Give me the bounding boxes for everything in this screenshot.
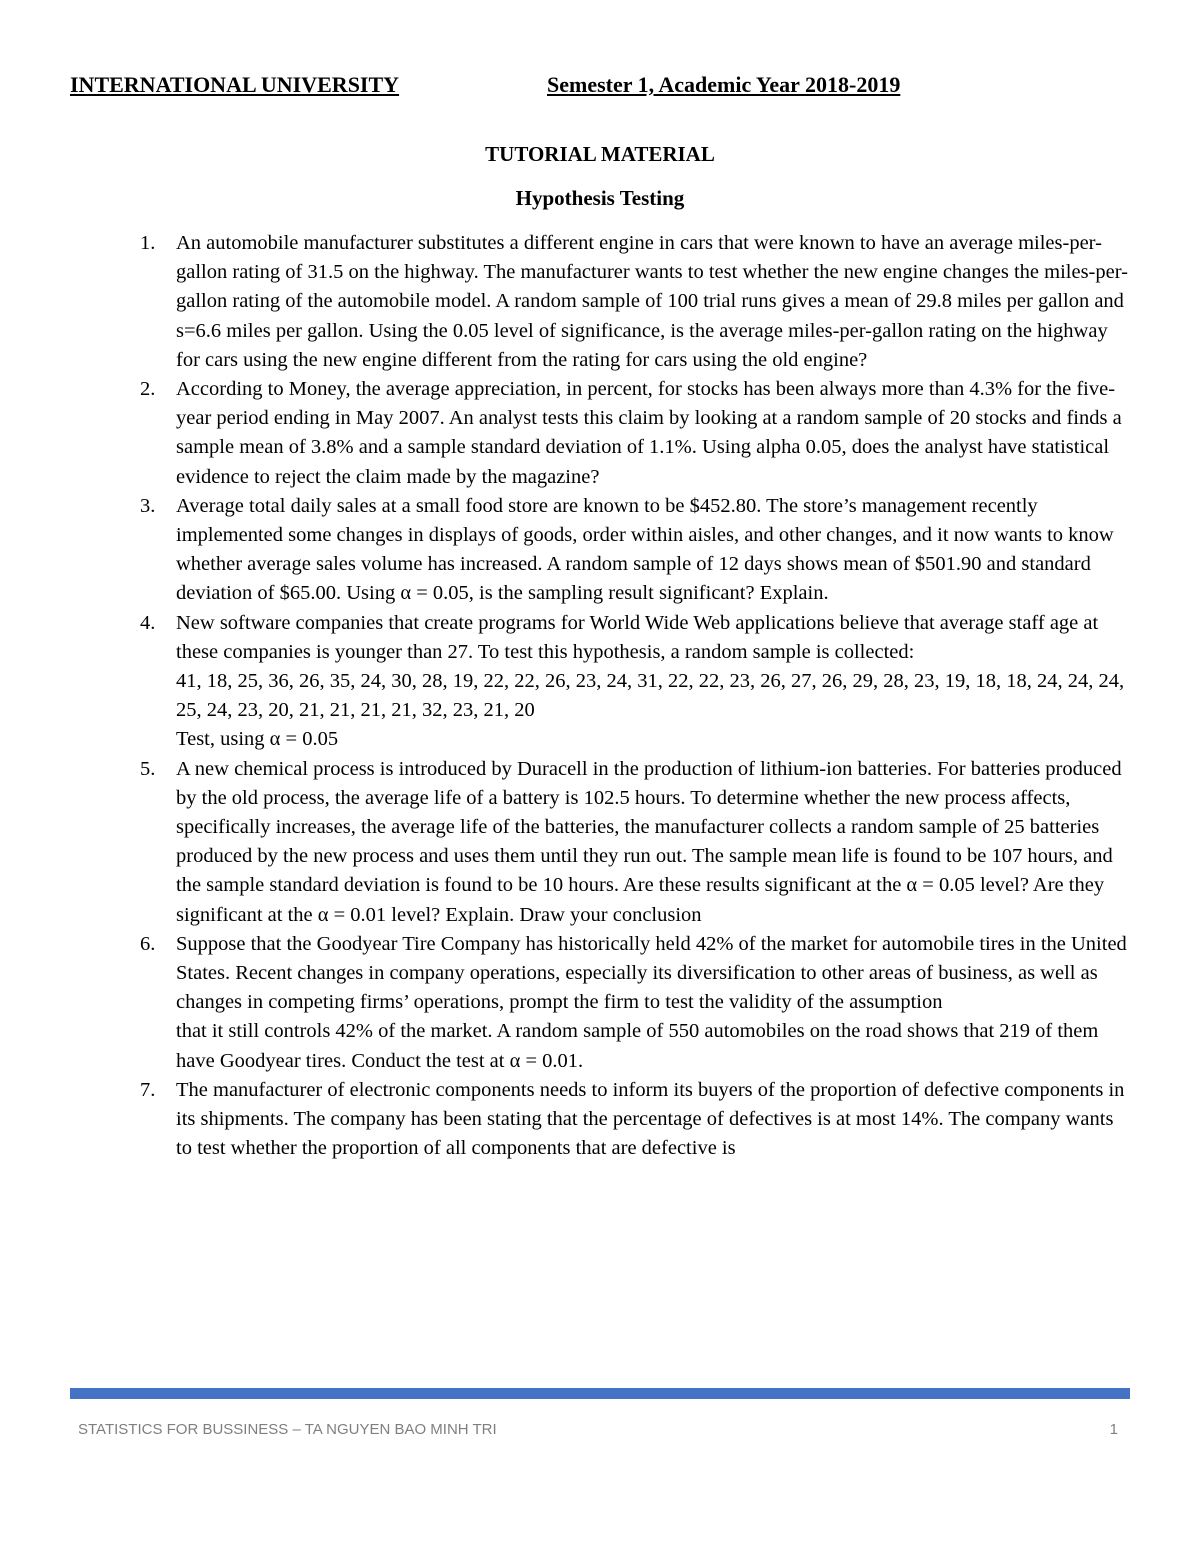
question-item bbox=[70, 609, 1132, 755]
question-text: Suppose that the Goodyear Tire Company has historically held 42% of the market for automobile tires in the United States. Recent changes in company operations, especially its diversification to other areas of business, as well as changes in competing firms’ operations, prompt the firm to test the validity of the assumption bbox=[176, 932, 1127, 1014]
question-item bbox=[70, 755, 1132, 930]
university-name: INTERNATIONAL UNIVERSITY bbox=[70, 72, 400, 97]
question-item bbox=[70, 375, 1132, 492]
question-text: An automobile manufacturer substitutes a different engine in cars that were known to have an average miles-per-gallon rating of 31.5 on the highway. The manufacturer wants to test whether the new engine changes the miles-per-gallon rating of the automobile model. A random sample of 100 trial runs gives a mean of 29.8 miles per gallon and s=6.6 miles per gallon. Using the 0.05 level of significance, is the average miles-per-gallon rating on the highway for cars using the new engine different from the rating for cars using the old engine? bbox=[176, 232, 1128, 371]
question-text: Average total daily sales at a small food store are known to be $452.80. The store’s management recently implemented some changes in displays of goods, order within aisles, and other changes, and it now wants to know whether average sales volume has increased. A random sample of 12 days shows mean of $501.90 and standard deviation of $65.00. Using α = 0.05, is the sampling result significant? Explain. bbox=[176, 494, 1114, 605]
question-item bbox=[70, 1076, 1132, 1164]
footer-text: STATISTICS FOR BUSSINESS – TA NGUYEN BAO MINH TRI bbox=[78, 1421, 497, 1438]
question-number: 2. bbox=[140, 378, 156, 401]
question-text: New software companies that create programs for World Wide Web applications believe that average staff age at these companies is younger than 27. To test this hypothesis, a random sample is collected: bbox=[176, 611, 1099, 663]
question-text: that it still controls 42% of the market. A random sample of 550 automobiles on the road shows that 219 of them have Goodyear tires. Conduct the test at α = 0.01. bbox=[176, 1020, 1099, 1072]
question-number: 7. bbox=[140, 1078, 156, 1101]
question-number: 6. bbox=[140, 932, 156, 955]
question-text: 41, 18, 25, 36, 26, 35, 24, 30, 28, 19, 22, 22, 26, 23, 24, 31, 22, 22, 23, 26, 27, 26, 29, 28, 23, 19, 18, 18, 24, 24, 24, 25, 24, 23, 20, 21, 21, 21, 21, 32, 23, 21, 20 bbox=[176, 670, 1125, 722]
question-number: 3. bbox=[140, 494, 156, 517]
document-title: TUTORIAL MATERIAL bbox=[485, 142, 715, 166]
page-number: 1 bbox=[1109, 1421, 1118, 1438]
question-item bbox=[70, 492, 1132, 609]
question-text: According to Money, the average appreciation, in percent, for stocks has been always more than 4.3% for the five-year period ending in May 2007. An analyst tests this claim by looking at a random sample of 20 stocks and finds a sample mean of 3.8% and a sample standard deviation of 1.1%. Using alpha 0.05, does the analyst have statistical evidence to reject the claim made by the magazine? bbox=[176, 378, 1122, 488]
page-footer bbox=[78, 1421, 1118, 1438]
question-number: 1. bbox=[140, 232, 156, 254]
document-subtitle: Hypothesis Testing bbox=[515, 186, 685, 210]
question-list bbox=[70, 229, 1132, 1164]
question-number: 5. bbox=[140, 757, 156, 780]
question-text: Test, using α = 0.05 bbox=[176, 728, 339, 751]
footer-divider bbox=[70, 1388, 1130, 1399]
question-text: The manufacturer of electronic components needs to inform its buyers of the proportion of defective components in its shipments. The company has been stating that the percentage of defectives is at most 14%. The company wants to test whether the proportion of all components that are defective is bbox=[176, 1078, 1125, 1160]
question-number: 4. bbox=[140, 611, 156, 634]
page-header bbox=[70, 72, 1130, 106]
semester-label: Semester 1, Academic Year 2018-2019 bbox=[547, 72, 901, 97]
question-text: A new chemical process is introduced by Duracell in the production of lithium-ion batteries. For batteries produced by the old process, the average life of a battery is 102.5 hours. To determine whether the new process affects, specifically increases, the average life of the batteries, the manufacturer collects a random sample of 25 batteries produced by the new process and uses them until they run out. The sample mean life is found to be 107 hours, and the sample standard deviation is found to be 10 hours. Are these results significant at the α = 0.05 level? Are they significant at the α = 0.01 level? Explain. Draw your conclusion bbox=[176, 757, 1122, 926]
question-item bbox=[70, 930, 1132, 1076]
question-item bbox=[70, 229, 1132, 375]
